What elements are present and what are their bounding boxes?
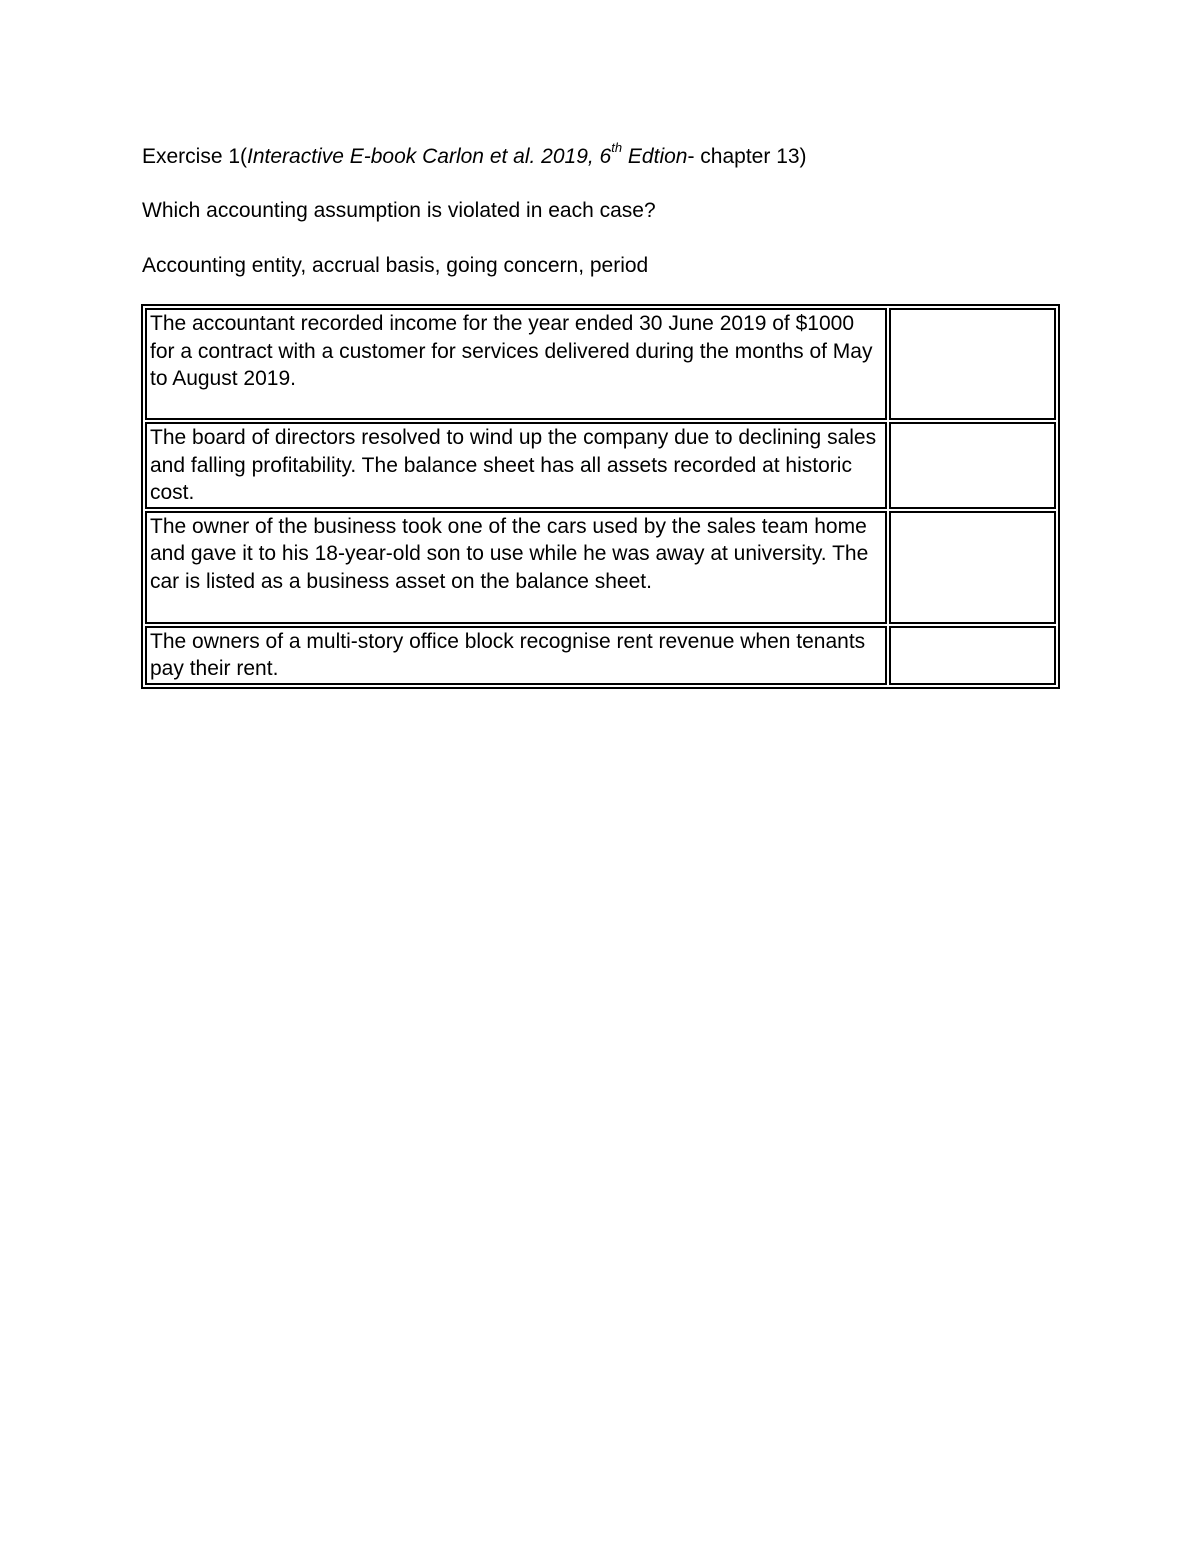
question-text: Which accounting assumption is violated in each case? — [142, 199, 656, 222]
title-prefix: Exercise 1( — [142, 145, 248, 168]
title-source: Interactive E-book Carlon et al. 2019, 6 — [247, 145, 612, 168]
table-row — [145, 511, 1056, 624]
case-description: The accountant recorded income for the year ended 30 June 2019 of $1000 for a contract with a customer for services delivered during the months of May to August 2019. — [145, 308, 887, 420]
title-superscript: th — [611, 140, 623, 155]
case-description: The owner of the business took one of the cars used by the sales team home and gave it to his 18-year-old son to use while he was away at university. The car is listed as a business asset on the balance sheet. — [145, 511, 887, 624]
answer-cell[interactable] — [889, 511, 1056, 624]
title-edition: Edtion — [622, 145, 688, 168]
table-row — [145, 308, 1056, 420]
answer-cell[interactable] — [889, 308, 1056, 420]
table-row — [145, 626, 1056, 685]
cases-table — [141, 304, 1060, 689]
exercise-title — [142, 140, 807, 170]
case-description: The owners of a multi-story office block recognise rent revenue when tenants pay their rent. — [145, 626, 887, 685]
case-description: The board of directors resolved to wind up the company due to declining sales and falling profitability. The balance sheet has all assets recorded at historic cost. — [145, 422, 887, 509]
table-row — [145, 422, 1056, 509]
title-suffix: - chapter 13) — [687, 145, 807, 168]
answer-cell[interactable] — [889, 422, 1056, 509]
answer-cell[interactable] — [889, 626, 1056, 685]
assumption-options: Accounting entity, accrual basis, going concern, period — [142, 254, 649, 277]
